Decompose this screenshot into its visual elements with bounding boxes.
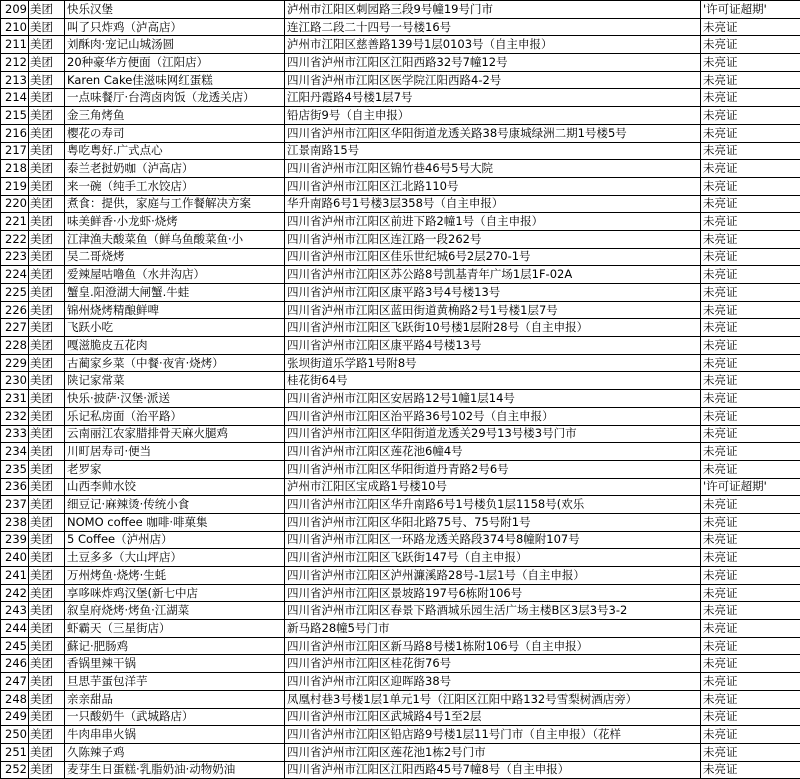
status-cell[interactable]: 未亮证: [701, 284, 800, 302]
row-number-cell[interactable]: 227: [1, 319, 29, 337]
address-cell[interactable]: 四川省泸州市江阳区锦竹巷46号5号大院: [285, 160, 701, 178]
row-number-cell[interactable]: 252: [1, 761, 29, 779]
address-cell[interactable]: 四川省泸州市江阳区新马路8号楼1栋附106号（自主申报）: [285, 637, 701, 655]
address-cell[interactable]: 泸州市江阳区宝成路1号楼10号: [285, 478, 701, 496]
shop-name-cell[interactable]: 久陈辣子鸡: [65, 743, 285, 761]
status-cell[interactable]: 未亮证: [701, 18, 800, 36]
shop-name-cell[interactable]: 川町居寿司·便当: [65, 443, 285, 461]
table-row: [1, 726, 800, 744]
address-cell[interactable]: 四川省泸州市江阳区华阳街道丹青路2号6号: [285, 460, 701, 478]
address-cell[interactable]: 四川省泸州市江阳区华升南路6号1号楼负1层1158号(欢乐: [285, 496, 701, 514]
platform-cell[interactable]: 美团: [29, 54, 65, 72]
platform-cell[interactable]: 美团: [29, 248, 65, 266]
status-cell[interactable]: 未亮证: [701, 372, 800, 390]
address-cell[interactable]: 泸州市江阳区慈善路139号1层0103号（自主申报）: [285, 36, 701, 54]
row-number-cell[interactable]: 234: [1, 443, 29, 461]
row-number-cell[interactable]: 210: [1, 18, 29, 36]
row-number-cell[interactable]: 220: [1, 195, 29, 213]
address-cell[interactable]: 四川省泸州市江阳区武城路4号1至2层: [285, 708, 701, 726]
address-cell[interactable]: 泸州市江阳区刺园路三段9号幢19号门市: [285, 1, 701, 19]
platform-cell[interactable]: 美团: [29, 337, 65, 355]
status-cell[interactable]: 未亮证: [701, 655, 800, 673]
status-cell[interactable]: '许可证超期': [701, 478, 800, 496]
status-cell[interactable]: 未亮证: [701, 160, 800, 178]
table-row: [1, 743, 800, 761]
platform-cell[interactable]: 美团: [29, 673, 65, 691]
platform-cell[interactable]: 美团: [29, 567, 65, 585]
platform-cell[interactable]: 美团: [29, 443, 65, 461]
shop-name-cell[interactable]: 乐记私房面（治平路）: [65, 407, 285, 425]
shop-name-cell[interactable]: 快乐·披萨·汉堡·派送: [65, 390, 285, 408]
shop-name-cell[interactable]: 爱辣屋咕噜鱼（水井沟店）: [65, 266, 285, 284]
platform-cell[interactable]: 美团: [29, 584, 65, 602]
platform-cell[interactable]: 美团: [29, 160, 65, 178]
row-number-cell[interactable]: 243: [1, 602, 29, 620]
status-cell[interactable]: 未亮证: [701, 213, 800, 231]
status-cell[interactable]: 未亮证: [701, 107, 800, 125]
platform-cell[interactable]: 美团: [29, 655, 65, 673]
status-cell[interactable]: 未亮证: [701, 690, 800, 708]
shop-name-cell[interactable]: Karen Cake佳滋味网红蛋糕: [65, 71, 285, 89]
address-cell[interactable]: 四川省泸州市江阳区医学院江阳西路4-2号: [285, 71, 701, 89]
row-number-cell[interactable]: 230: [1, 372, 29, 390]
status-cell[interactable]: 未亮证: [701, 567, 800, 585]
platform-cell[interactable]: 美团: [29, 124, 65, 142]
shop-name-cell[interactable]: 旦思芋蛋包洋芋: [65, 673, 285, 691]
table-row: [1, 620, 800, 638]
table-row: [1, 337, 800, 355]
platform-cell[interactable]: 美团: [29, 390, 65, 408]
table-row: [1, 390, 800, 408]
address-cell[interactable]: 四川省泸州市江阳区一环路龙透关路段374号8幢附107号: [285, 531, 701, 549]
row-number-cell[interactable]: 250: [1, 726, 29, 744]
shop-name-cell[interactable]: 嘎滋脆皮五花肉: [65, 337, 285, 355]
address-cell[interactable]: 四川省泸州市江阳区前进下路2幢1号（自主申报）: [285, 213, 701, 231]
address-cell[interactable]: 四川省泸州市江阳区苏公路8号凯基青年广场1层1F-02A: [285, 266, 701, 284]
status-cell[interactable]: 未亮证: [701, 71, 800, 89]
platform-cell[interactable]: 美团: [29, 177, 65, 195]
table-row: [1, 407, 800, 425]
platform-cell[interactable]: 美团: [29, 89, 65, 107]
shop-name-cell[interactable]: 老罗家: [65, 460, 285, 478]
status-cell[interactable]: 未亮证: [701, 142, 800, 160]
platform-cell[interactable]: 美团: [29, 496, 65, 514]
platform-cell[interactable]: 美团: [29, 425, 65, 443]
address-cell[interactable]: 四川省泸州市江阳区飞跃街147号（自主申报）: [285, 549, 701, 567]
row-number-cell[interactable]: 235: [1, 460, 29, 478]
platform-cell[interactable]: 美团: [29, 478, 65, 496]
status-cell[interactable]: 未亮证: [701, 248, 800, 266]
table-row: [1, 177, 800, 195]
shop-name-cell[interactable]: 叫了只炸鸡（泸高店）: [65, 18, 285, 36]
platform-cell[interactable]: 美团: [29, 407, 65, 425]
platform-cell[interactable]: 美团: [29, 620, 65, 638]
row-number-cell[interactable]: 239: [1, 531, 29, 549]
address-cell[interactable]: 四川省泸州市江阳区飞跃街10号楼1层附28号（自主申报）: [285, 319, 701, 337]
table-row: [1, 301, 800, 319]
table-body: [1, 1, 800, 779]
platform-cell[interactable]: 美团: [29, 1, 65, 19]
platform-cell[interactable]: 美团: [29, 230, 65, 248]
row-number-cell[interactable]: 212: [1, 54, 29, 72]
table-row: [1, 213, 800, 231]
address-cell[interactable]: 四川省泸州市江阳区江阳西路32号7幢12号: [285, 54, 701, 72]
address-cell[interactable]: 桂花街64号: [285, 372, 701, 390]
platform-cell[interactable]: 美团: [29, 142, 65, 160]
address-cell[interactable]: 四川省泸州市江阳区治平路36号102号（自主申报）: [285, 407, 701, 425]
address-cell[interactable]: 四川省泸州市江阳区康平路3号4号楼13号: [285, 284, 701, 302]
status-cell[interactable]: 未亮证: [701, 496, 800, 514]
platform-cell[interactable]: 美团: [29, 761, 65, 779]
address-cell[interactable]: 四川省泸州市江阳区莲花池1栋2号门市: [285, 743, 701, 761]
status-cell[interactable]: 未亮证: [701, 407, 800, 425]
shop-name-cell[interactable]: 细豆记·麻辣烫·传统小食: [65, 496, 285, 514]
shop-name-cell[interactable]: 刘酥肉·宠记山城汤圆: [65, 36, 285, 54]
status-cell[interactable]: 未亮证: [701, 177, 800, 195]
row-number-cell[interactable]: 228: [1, 337, 29, 355]
address-cell[interactable]: 四川省泸州市江阳区华阳街道龙透关路38号康城绿洲二期1号楼5号: [285, 124, 701, 142]
row-number-cell[interactable]: 209: [1, 1, 29, 19]
table-row: [1, 673, 800, 691]
shop-name-cell[interactable]: 味美鲜香·小龙虾·烧烤: [65, 213, 285, 231]
row-number-cell[interactable]: 221: [1, 213, 29, 231]
table-row: [1, 1, 800, 19]
address-cell[interactable]: 四川省泸州市江阳区康平路4号楼13号: [285, 337, 701, 355]
address-cell[interactable]: 凤凰村巷3号楼1层1单元1号（江阳区江阳中路132号雪梨树酒店旁）: [285, 690, 701, 708]
status-cell[interactable]: 未亮证: [701, 708, 800, 726]
status-cell[interactable]: 未亮证: [701, 266, 800, 284]
address-cell[interactable]: 四川省泸州市江阳区江阳西路45号7幢8号（自主申报）: [285, 761, 701, 779]
row-number-cell[interactable]: 247: [1, 673, 29, 691]
status-cell[interactable]: 未亮证: [701, 584, 800, 602]
status-cell[interactable]: '许可证超期': [701, 1, 800, 19]
row-number-cell[interactable]: 236: [1, 478, 29, 496]
status-cell[interactable]: 未亮证: [701, 443, 800, 461]
table-row: [1, 761, 800, 779]
row-number-cell[interactable]: 248: [1, 690, 29, 708]
shop-name-cell[interactable]: NOMO coffee 咖啡·啡菓集: [65, 513, 285, 531]
status-cell[interactable]: 未亮证: [701, 54, 800, 72]
table-row: [1, 71, 800, 89]
status-cell[interactable]: 未亮证: [701, 460, 800, 478]
row-number-cell[interactable]: 233: [1, 425, 29, 443]
platform-cell[interactable]: 美团: [29, 266, 65, 284]
address-cell[interactable]: 连江路二段二十四号一号楼16号: [285, 18, 701, 36]
platform-cell[interactable]: 美团: [29, 354, 65, 372]
shop-name-cell[interactable]: 锦州烧烤精酿鲜啤: [65, 301, 285, 319]
table-row: [1, 319, 800, 337]
shop-name-cell[interactable]: 来一碗（纯手工水饺店）: [65, 177, 285, 195]
status-cell[interactable]: 未亮证: [701, 195, 800, 213]
platform-cell[interactable]: 美团: [29, 18, 65, 36]
platform-cell[interactable]: 美团: [29, 372, 65, 390]
shop-name-cell[interactable]: 牛肉串串火锅: [65, 726, 285, 744]
row-number-cell[interactable]: 222: [1, 230, 29, 248]
status-cell[interactable]: 未亮证: [701, 230, 800, 248]
platform-cell[interactable]: 美团: [29, 743, 65, 761]
table-row: [1, 89, 800, 107]
platform-cell[interactable]: 美团: [29, 36, 65, 54]
table-row: [1, 567, 800, 585]
platform-cell[interactable]: 美团: [29, 319, 65, 337]
shop-name-cell[interactable]: 20种豪华方便面（江阳店）: [65, 54, 285, 72]
row-number-cell[interactable]: 217: [1, 142, 29, 160]
shop-name-cell[interactable]: 亲亲甜品: [65, 690, 285, 708]
shop-name-cell[interactable]: 云南丽江农家腊排骨天麻火腿鸡: [65, 425, 285, 443]
table-row: [1, 160, 800, 178]
table-row: [1, 284, 800, 302]
table-row: [1, 107, 800, 125]
table-row: [1, 372, 800, 390]
shop-name-cell[interactable]: 江津渔夫酸菜鱼（鲜乌鱼酸菜鱼·小: [65, 230, 285, 248]
shop-name-cell[interactable]: 樱花の寿司: [65, 124, 285, 142]
status-cell[interactable]: 未亮证: [701, 354, 800, 372]
shop-name-cell[interactable]: 粤吃粤好.广式点心: [65, 142, 285, 160]
address-cell[interactable]: 四川省泸州市江阳区桂花街76号: [285, 655, 701, 673]
shop-name-cell[interactable]: 万州烤鱼·烧烤·生蚝: [65, 567, 285, 585]
platform-cell[interactable]: 美团: [29, 602, 65, 620]
address-cell[interactable]: 四川省泸州市江阳区华阳北路75号、75号附1号: [285, 513, 701, 531]
row-number-cell[interactable]: 249: [1, 708, 29, 726]
table-row: [1, 142, 800, 160]
table-row: [1, 531, 800, 549]
address-cell[interactable]: 四川省泸州市江阳区莲花池6幢4号: [285, 443, 701, 461]
address-cell[interactable]: 张坝街道乐学路1号附8号: [285, 354, 701, 372]
platform-cell[interactable]: 美团: [29, 301, 65, 319]
shop-name-cell[interactable]: 快乐汉堡: [65, 1, 285, 19]
shop-name-cell[interactable]: 5 Coffee（泸州店）: [65, 531, 285, 549]
platform-cell[interactable]: 美团: [29, 726, 65, 744]
table-row: [1, 549, 800, 567]
status-cell[interactable]: 未亮证: [701, 620, 800, 638]
row-number-cell[interactable]: 214: [1, 89, 29, 107]
address-cell[interactable]: 江阳丹霞路4号楼1层7号: [285, 89, 701, 107]
table-row: [1, 602, 800, 620]
shop-name-cell[interactable]: 香锅里辣干锅: [65, 655, 285, 673]
address-cell[interactable]: 江景南路15号: [285, 142, 701, 160]
row-number-cell[interactable]: 224: [1, 266, 29, 284]
row-number-cell[interactable]: 244: [1, 620, 29, 638]
row-number-cell[interactable]: 246: [1, 655, 29, 673]
table-row: [1, 496, 800, 514]
status-cell[interactable]: 未亮证: [701, 425, 800, 443]
platform-cell[interactable]: 美团: [29, 213, 65, 231]
address-cell[interactable]: 四川省泸州市江阳区春景下路酒城乐园生活广场主楼B区3层3号3-2: [285, 602, 701, 620]
shop-name-cell[interactable]: 煮食：提供，家庭与工作餐解决方案: [65, 195, 285, 213]
status-cell[interactable]: 未亮证: [701, 743, 800, 761]
address-cell[interactable]: 四川省泸州市江阳区江北路110号: [285, 177, 701, 195]
row-number-cell[interactable]: 226: [1, 301, 29, 319]
shop-name-cell[interactable]: 一点味餐厅·台湾卤肉饭（龙透关店）: [65, 89, 285, 107]
platform-cell[interactable]: 美团: [29, 107, 65, 125]
platform-cell[interactable]: 美团: [29, 549, 65, 567]
status-cell[interactable]: 未亮证: [701, 531, 800, 549]
table-row: [1, 637, 800, 655]
row-number-cell[interactable]: 223: [1, 248, 29, 266]
platform-cell[interactable]: 美团: [29, 195, 65, 213]
status-cell[interactable]: 未亮证: [701, 89, 800, 107]
row-number-cell[interactable]: 211: [1, 36, 29, 54]
shop-name-cell[interactable]: 一只酸奶牛（武城路店）: [65, 708, 285, 726]
address-cell[interactable]: 四川省泸州市江阳区泸州濂溪路28号-1层1号（自主申报）: [285, 567, 701, 585]
status-cell[interactable]: 未亮证: [701, 549, 800, 567]
address-cell[interactable]: 四川省泸州市江阳区佳乐世纪城6号2层270-1号: [285, 248, 701, 266]
row-number-cell[interactable]: 245: [1, 637, 29, 655]
table-row: [1, 655, 800, 673]
table-row: [1, 124, 800, 142]
table-row: [1, 18, 800, 36]
platform-cell[interactable]: 美团: [29, 708, 65, 726]
row-number-cell[interactable]: 229: [1, 354, 29, 372]
shop-name-cell[interactable]: 享哆咪炸鸡汉堡(新七中店: [65, 584, 285, 602]
status-cell[interactable]: 未亮证: [701, 301, 800, 319]
address-cell[interactable]: 四川省泸州市江阳区景坡路197号6栋附106号: [285, 584, 701, 602]
status-cell[interactable]: 未亮证: [701, 761, 800, 779]
table-row: [1, 425, 800, 443]
table-row: [1, 443, 800, 461]
shop-name-cell[interactable]: 土豆多多（大山坪店）: [65, 549, 285, 567]
row-number-cell[interactable]: 213: [1, 71, 29, 89]
row-number-cell[interactable]: 238: [1, 513, 29, 531]
platform-cell[interactable]: 美团: [29, 531, 65, 549]
status-cell[interactable]: 未亮证: [701, 673, 800, 691]
shop-name-cell[interactable]: 吴二哥烧烤: [65, 248, 285, 266]
table-row: [1, 195, 800, 213]
shop-name-cell[interactable]: 虾霸天（三星街店）: [65, 620, 285, 638]
row-number-cell[interactable]: 240: [1, 549, 29, 567]
platform-cell[interactable]: 美团: [29, 637, 65, 655]
platform-cell[interactable]: 美团: [29, 690, 65, 708]
status-cell[interactable]: 未亮证: [701, 637, 800, 655]
status-cell[interactable]: 未亮证: [701, 337, 800, 355]
shop-name-cell[interactable]: 蘇记·肥肠鸡: [65, 637, 285, 655]
shop-name-cell[interactable]: 叙皇府烧烤·烤鱼·江湖菜: [65, 602, 285, 620]
status-cell[interactable]: 未亮证: [701, 390, 800, 408]
shop-name-cell[interactable]: 陕记家常菜: [65, 372, 285, 390]
row-number-cell[interactable]: 225: [1, 284, 29, 302]
table-row: [1, 584, 800, 602]
status-cell[interactable]: 未亮证: [701, 602, 800, 620]
row-number-cell[interactable]: 242: [1, 584, 29, 602]
address-cell[interactable]: 铅店街9号（自主申报）: [285, 107, 701, 125]
status-cell[interactable]: 未亮证: [701, 36, 800, 54]
address-cell[interactable]: 四川省泸州市江阳区安居路12号1幢1层14号: [285, 390, 701, 408]
table-row: [1, 513, 800, 531]
table-row: [1, 54, 800, 72]
shop-name-cell[interactable]: 泰兰老挝奶咖（泸高店）: [65, 160, 285, 178]
address-cell[interactable]: 四川省泸州市江阳区华阳街道龙透关29号13号楼3号门市: [285, 425, 701, 443]
table-row: [1, 478, 800, 496]
address-cell[interactable]: 四川省泸州市江阳区连江路一段262号: [285, 230, 701, 248]
platform-cell[interactable]: 美团: [29, 460, 65, 478]
row-number-cell[interactable]: 237: [1, 496, 29, 514]
table-row: [1, 248, 800, 266]
row-number-cell[interactable]: 216: [1, 124, 29, 142]
platform-cell[interactable]: 美团: [29, 284, 65, 302]
status-cell[interactable]: 未亮证: [701, 124, 800, 142]
shop-name-cell[interactable]: 山西李帅水饺: [65, 478, 285, 496]
table-row: [1, 266, 800, 284]
platform-cell[interactable]: 美团: [29, 71, 65, 89]
row-number-cell[interactable]: 218: [1, 160, 29, 178]
table-row: [1, 708, 800, 726]
address-cell[interactable]: 四川省泸州市江阳区迎晖路38号: [285, 673, 701, 691]
shop-name-cell[interactable]: 蟹皇.阳澄湖大闸蟹.牛蛙: [65, 284, 285, 302]
status-cell[interactable]: 未亮证: [701, 726, 800, 744]
table-row: [1, 460, 800, 478]
status-cell[interactable]: 未亮证: [701, 513, 800, 531]
row-number-cell[interactable]: 232: [1, 407, 29, 425]
status-cell[interactable]: 未亮证: [701, 319, 800, 337]
row-number-cell[interactable]: 215: [1, 107, 29, 125]
platform-cell[interactable]: 美团: [29, 513, 65, 531]
address-cell[interactable]: 华升南路6号1号楼3层358号（自主申报）: [285, 195, 701, 213]
shop-name-cell[interactable]: 麦芽生日蛋糕·乳脂奶油·动物奶油: [65, 761, 285, 779]
shop-name-cell[interactable]: 古蔺家乡菜（中餐·夜宵·烧烤）: [65, 354, 285, 372]
address-cell[interactable]: 四川省泸州市江阳区铅店路9号楼1层11号门市（自主申报）（花样: [285, 726, 701, 744]
shop-name-cell[interactable]: 飞跃小吃: [65, 319, 285, 337]
row-number-cell[interactable]: 231: [1, 390, 29, 408]
row-number-cell[interactable]: 251: [1, 743, 29, 761]
row-number-cell[interactable]: 219: [1, 177, 29, 195]
table-row: [1, 354, 800, 372]
address-cell[interactable]: 四川省泸州市江阳区蓝田街道黄桷路2号1号楼1层7号: [285, 301, 701, 319]
shop-name-cell[interactable]: 金三角烤鱼: [65, 107, 285, 125]
table-row: [1, 230, 800, 248]
table-row: [1, 36, 800, 54]
row-number-cell[interactable]: 241: [1, 567, 29, 585]
address-cell[interactable]: 新马路28幢5号门市: [285, 620, 701, 638]
